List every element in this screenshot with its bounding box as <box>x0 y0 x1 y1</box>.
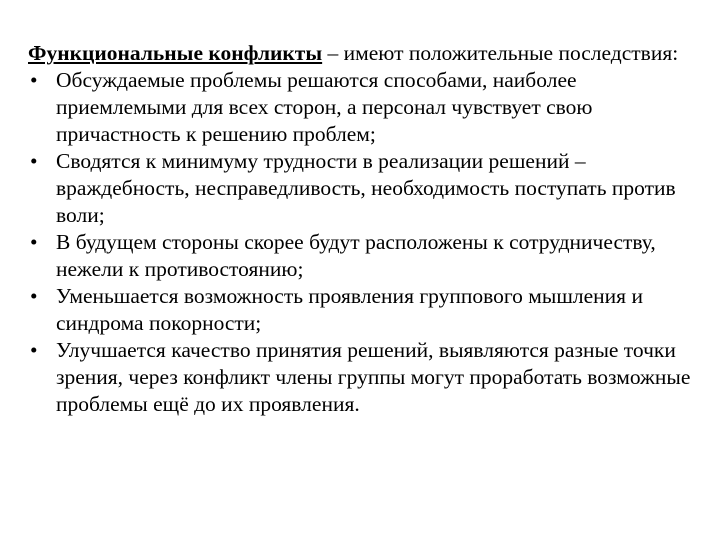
bullet-icon: • <box>30 338 38 362</box>
heading-term: Функциональные конфликты <box>28 41 323 65</box>
list-item <box>28 229 704 283</box>
bullet-icon: • <box>30 230 38 254</box>
list-item-text: В будущем стороны скорее будут расположены к сотрудничеству, нежели к противостоянию; <box>56 230 656 281</box>
bullet-list <box>28 67 704 418</box>
list-item-text: Обсуждаемые проблемы решаются способами, наиболее приемлемыми для всех сторон, а персонал чувствует свою причастность к решению проблем; <box>56 68 593 146</box>
list-item-text: Сводятся к минимуму трудности в реализации решений – враждебность, несправедливость, необходимость поступать против воли; <box>56 149 676 227</box>
list-item <box>28 337 704 418</box>
list-item-text: Уменьшается возможность проявления группового мышления и синдрома покорности; <box>56 284 643 335</box>
list-item <box>28 283 704 337</box>
heading-rest: – имеют положительные последствия: <box>322 41 679 65</box>
bullet-icon: • <box>30 68 38 92</box>
bullet-icon: • <box>30 284 38 308</box>
slide-content <box>28 40 704 418</box>
bullet-icon: • <box>30 149 38 173</box>
list-item <box>28 148 704 229</box>
list-item <box>28 67 704 148</box>
heading-paragraph <box>28 40 704 67</box>
list-item-text: Улучшается качество принятия решений, выявляются разные точки зрения, через конфликт члены группы могут проработать возможные проблемы ещё до их проявления. <box>56 338 691 416</box>
